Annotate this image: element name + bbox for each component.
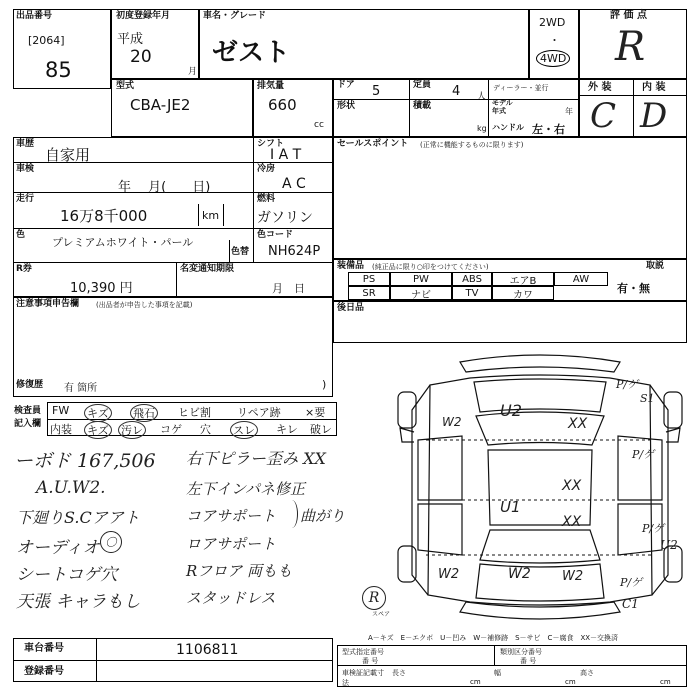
person-unit: 人 [477, 92, 487, 102]
drive-dot: ・ [549, 34, 560, 47]
ins-r2-5: キレ [276, 423, 298, 436]
disp: 660 [268, 96, 297, 114]
ins-r2-6: 破レ [310, 423, 332, 436]
ac: A C [282, 176, 306, 192]
mileage-label: 走行 [16, 194, 35, 204]
colorcode-label: 色コード [257, 230, 294, 240]
damage-legend: A－キズ E－エクボ U－凹み W－補修跡 S－サビ C－腐食 XX－交換済 [368, 634, 619, 642]
interior-label: 内 装 [642, 82, 666, 93]
era: 平成 [117, 32, 144, 47]
note-left-4: シートコゲ穴 [16, 565, 118, 585]
equip-sr: SR [348, 286, 390, 300]
chassis-label: 車台番号 [24, 643, 64, 654]
height-cm: cm [660, 678, 671, 686]
lot-code: [2064] [28, 34, 65, 47]
door-label: ドア [337, 80, 355, 90]
color-swap-label: 色替 [231, 247, 250, 257]
note-right-1: 左下インパネ修正 [186, 480, 305, 498]
handle-label: ハンドル [492, 123, 524, 132]
ins-r2-0: キズ [84, 421, 112, 439]
model-spec-no-label: 番 号 [362, 657, 379, 665]
inspector-label: 検査員 記入欄 [14, 406, 42, 429]
cc-unit: cc [314, 120, 324, 130]
type-label: 類別区分番号 [500, 648, 542, 656]
ins-r1-4: ×要 [305, 406, 326, 419]
note-right-6: スタッドレス [186, 589, 276, 607]
note-right-3: 曲がり [300, 507, 346, 525]
year-unit: 年 [565, 107, 573, 116]
capacity: 4 [452, 84, 461, 99]
length-label: 長さ [392, 669, 406, 677]
height-label: 高さ [580, 669, 594, 677]
usage-label: 車歴 [16, 139, 35, 149]
manual-label: 取説 [646, 261, 665, 271]
equip-tv: TV [452, 286, 492, 300]
reg-label: 登録番号 [24, 666, 64, 677]
ins-r2-1: 汚レ [118, 421, 146, 439]
manual: 有・無 [617, 282, 650, 295]
month-unit: 月 [188, 67, 198, 77]
mark-xx-a: XX [568, 416, 588, 432]
capacity-label: 定員 [413, 80, 432, 90]
sales-label: セールスポイント [337, 139, 409, 149]
audio-circle-mark: 〇 [100, 531, 122, 553]
ins-r2-4: スレ [230, 421, 258, 439]
equip-leather: カワ [492, 286, 554, 300]
sales-note: (正常に機能するものに限ります) [420, 141, 524, 149]
lot-label: 出品番号 [16, 11, 53, 21]
note-right-5: Rフロア 両もも [186, 562, 293, 580]
equip-ps: PS [348, 272, 390, 286]
note-left-2: 下廻りS.Cアアト [16, 508, 140, 527]
note-left-1: A.U.W2. [36, 478, 106, 498]
sales-box [333, 137, 687, 259]
score-label: 評 価 点 [610, 10, 647, 21]
spare-tire-icon: R [362, 586, 386, 610]
ins-r1-0: キズ [84, 404, 112, 422]
ins-r2-2: コゲ [160, 423, 182, 436]
equip-navi: ナビ [390, 286, 452, 300]
colorcode: NH624P [268, 244, 321, 259]
fuel-label: 燃料 [257, 194, 276, 204]
report-note: (出品者が申告した事項を記載) [96, 301, 193, 309]
recycle: 10,390 円 [70, 281, 133, 296]
equip-aw: AW [554, 272, 608, 286]
aftermarket-box [333, 301, 687, 343]
note-left-3: オーディオ [16, 538, 100, 558]
name-label: 車名・グレード [203, 11, 267, 21]
mark-u2: U2 [500, 401, 522, 420]
handle: 左・右 [532, 123, 565, 136]
equip-pw: PW [390, 272, 452, 286]
model: CBA-JE2 [130, 96, 191, 114]
inspector-row1-label: FW [52, 404, 70, 417]
length-cm: cm [470, 678, 481, 686]
equip-abs: ABS [452, 272, 492, 286]
load-label: 積載 [413, 101, 432, 111]
km-unit: km [202, 209, 220, 222]
side-note-3: P/ゲ [642, 522, 665, 535]
interior-grade: D [640, 96, 668, 136]
exterior-label: 外 装 [588, 82, 612, 93]
model-year-label: モデル 年式 [492, 99, 513, 115]
mark-xx-b: XX [562, 478, 582, 494]
notice-label: 名変通知期限 [180, 264, 235, 274]
width-cm: cm [565, 678, 576, 686]
aftermarket-label: 後日品 [337, 303, 365, 313]
shift-label: シフト [257, 139, 285, 149]
inspector-row2-label: 内装 [50, 423, 72, 436]
color: プレミアムホワイト・パール [52, 236, 194, 249]
side-note-2: P/ゲ [632, 448, 655, 461]
note-right-0: 右下ピラー歪み XX [186, 449, 326, 468]
ins-r1-1: 飛石 [130, 404, 158, 422]
fuel: ガソリン [257, 210, 313, 226]
equip-label: 装備品 [337, 261, 365, 271]
side-note-6: C1 [622, 597, 639, 611]
width-label: 幅 [494, 669, 501, 677]
ins-r1-2: ヒビ割 [178, 406, 211, 419]
repair: 有 箇所 [64, 383, 98, 394]
side-note-0: P/ゲ [616, 378, 639, 391]
reg-year: 20 [130, 47, 152, 67]
repair-label: 修復歴 [16, 380, 44, 390]
ins-r2-3: 穴 [200, 423, 211, 436]
report-label: 注意事項申告欄 [16, 299, 80, 309]
side-note-1: S1 [640, 392, 655, 405]
side-note-5: P/ゲ [620, 576, 643, 589]
model-label: 型式 [116, 81, 135, 91]
mark-w2-c: W2 [508, 566, 531, 582]
first-reg-label: 初度登録年月 [116, 11, 171, 21]
exterior-grade: C [590, 96, 617, 136]
dim-label: 車検証記載寸法 [342, 669, 384, 687]
kg-unit: kg [477, 124, 487, 133]
usage: 自家用 [45, 146, 91, 164]
score-value: R [615, 24, 646, 70]
inspection: 年 月( 日) [118, 180, 211, 195]
spare-label: スペア [372, 611, 391, 618]
mileage: 16万8千000 [60, 207, 148, 225]
mark-u1: U1 [500, 498, 521, 516]
note-right-2: コアサポート [186, 507, 277, 525]
mark-w2-d: W2 [562, 569, 584, 584]
model-spec-label: 型式指定番号 [342, 648, 384, 656]
type-no-label: 番 号 [520, 657, 537, 665]
note-left-5: 天張 キャラもし [16, 592, 141, 612]
report-box [13, 297, 333, 397]
inspection-label: 車検 [16, 164, 35, 174]
lot-number: 85 [45, 58, 72, 82]
car-name: ゼスト [212, 38, 291, 68]
note-left-0: ーボド 167,506 [14, 450, 156, 472]
mark-w2-b: W2 [438, 567, 460, 582]
drive-4wd: 4WD [536, 50, 570, 67]
notice: 月 日 [272, 282, 305, 295]
recycle-label: R券 [16, 264, 32, 274]
disp-label: 排気量 [257, 81, 285, 91]
note-right-4: ロアサポート [186, 535, 277, 553]
ins-r1-3: リペア跡 [237, 406, 281, 419]
shift: I A T [270, 147, 302, 163]
shape-label: 形状 [337, 101, 356, 111]
dealer-label: ディーラー・並行 [493, 84, 549, 92]
equip-note: (純正品に限り○印をつけてください) [372, 263, 489, 271]
side-note-4: U2 [660, 538, 678, 552]
chassis-number: 1106811 [176, 642, 239, 658]
mark-w2-a: W2 [442, 415, 462, 429]
ac-label: 冷房 [257, 164, 276, 174]
doors: 5 [372, 84, 381, 99]
drive-2wd: 2WD [539, 16, 566, 29]
color-label: 色 [16, 230, 26, 240]
equip-airbag: エアB [492, 272, 554, 286]
mark-xx-c: XX [562, 514, 582, 530]
